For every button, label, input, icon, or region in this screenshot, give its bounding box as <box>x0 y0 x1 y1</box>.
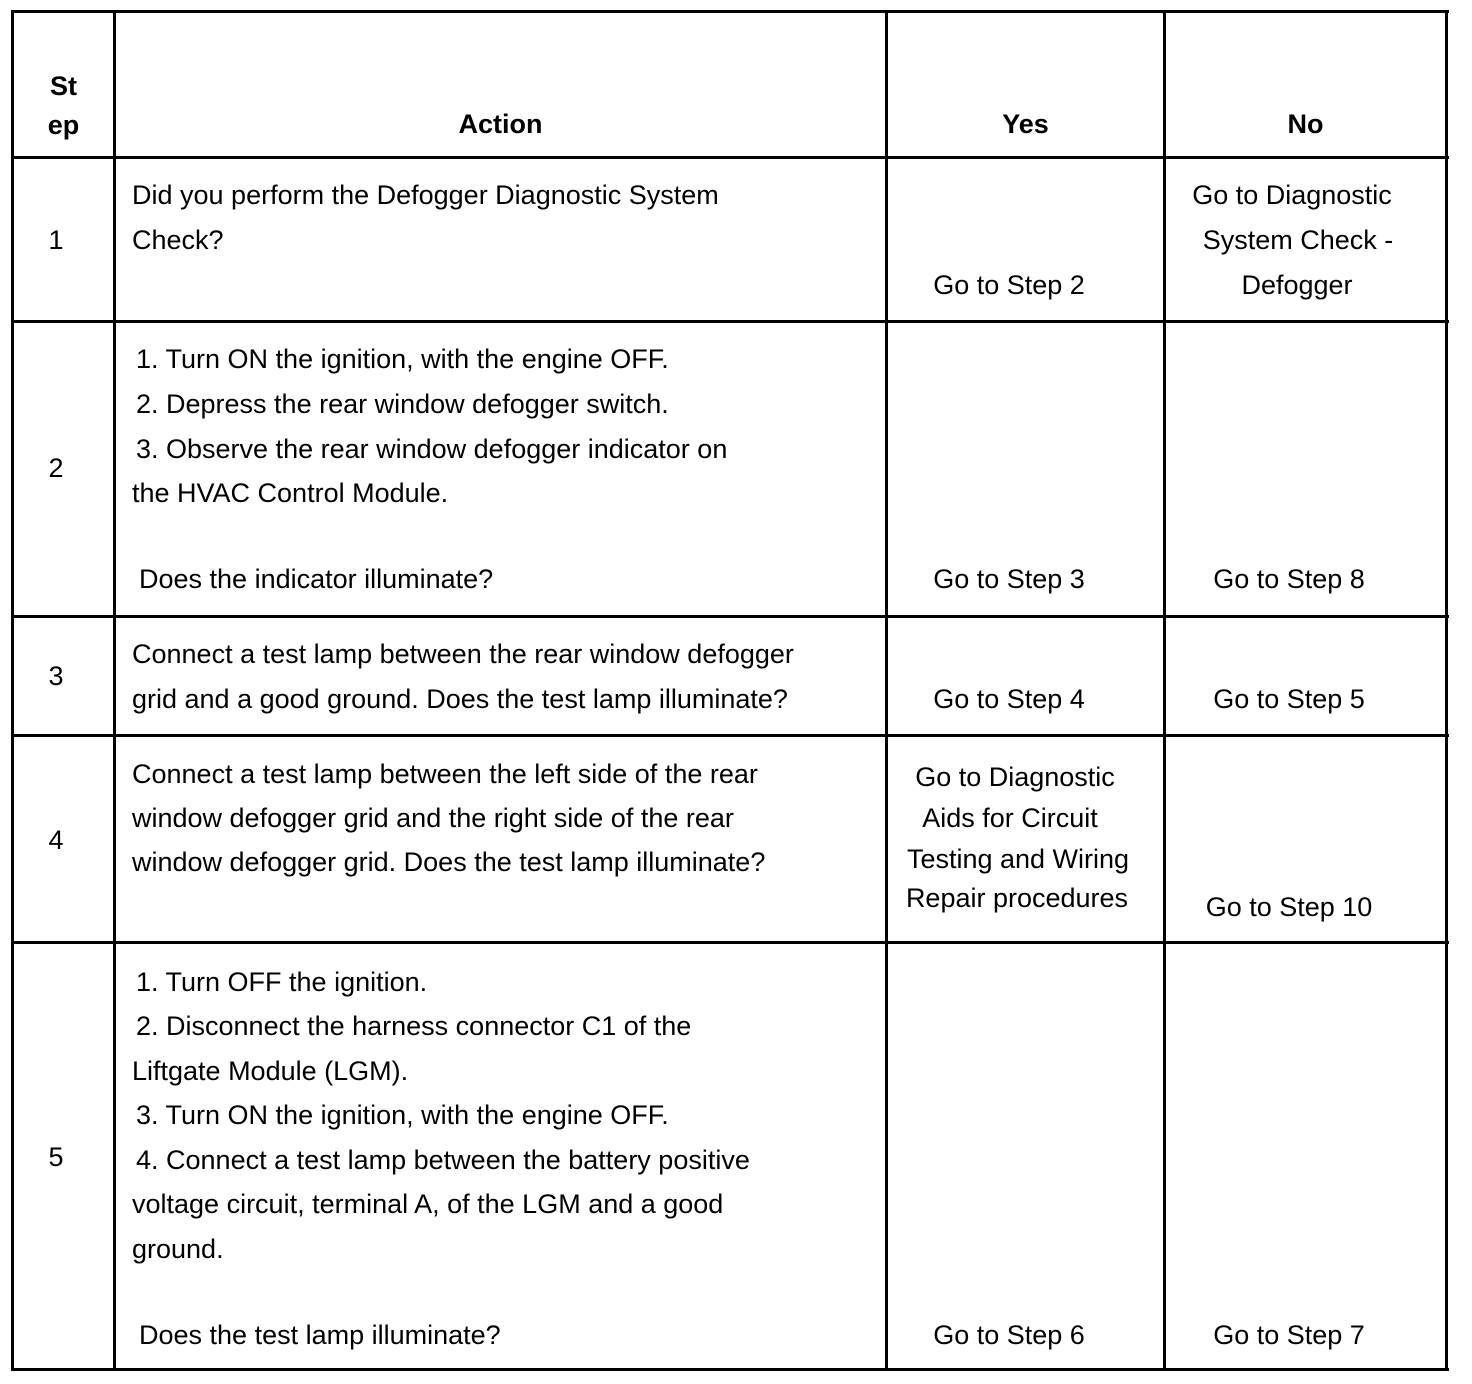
yes-result: Testing and Wiring <box>906 844 1130 874</box>
row-divider <box>11 156 1449 159</box>
action-text: voltage circuit, terminal A, of the LGM and a good <box>132 1189 724 1219</box>
table-border-right <box>1445 10 1448 1371</box>
action-text: window defogger grid. Does the test lamp illuminate? <box>132 847 766 877</box>
row-divider <box>11 320 1449 323</box>
column-divider <box>113 10 116 1371</box>
step-number: 3 <box>48 661 64 691</box>
step-number: 2 <box>48 453 64 483</box>
step-number: 4 <box>48 825 64 855</box>
yes-result: Go to Step 3 <box>933 564 1085 594</box>
action-text: Liftgate Module (LGM). <box>132 1056 409 1086</box>
action-text: 2. Disconnect the harness connector C1 of the <box>136 1011 692 1041</box>
header-step: ep <box>47 110 80 140</box>
action-text: 3. Observe the rear window defogger indicator on <box>136 434 728 464</box>
yes-result: Go to Step 2 <box>933 270 1085 300</box>
yes-result: Go to Diagnostic <box>915 762 1115 792</box>
no-result: Go to Diagnostic <box>1192 180 1392 210</box>
header-yes: Yes <box>1002 109 1049 139</box>
action-question: Does the indicator illuminate? <box>139 564 494 594</box>
action-text: grid and a good ground. Does the test lamp illuminate? <box>132 684 788 714</box>
action-text: 4. Connect a test lamp between the battery positive <box>136 1145 750 1175</box>
no-result: Go to Step 5 <box>1213 684 1365 714</box>
action-text: Check? <box>132 225 224 255</box>
table-border-top <box>11 10 1449 13</box>
action-text: Connect a test lamp between the rear window defogger <box>132 639 794 669</box>
row-divider <box>11 941 1449 944</box>
no-result: System Check - <box>1202 225 1394 255</box>
yes-result: Repair procedures <box>905 883 1129 913</box>
action-text: 1. Turn ON the ignition, with the engine OFF. <box>136 344 669 374</box>
step-number: 1 <box>48 225 64 255</box>
action-text: ground. <box>132 1234 224 1264</box>
yes-result: Aids for Circuit <box>922 803 1098 833</box>
action-text: Did you perform the Defogger Diagnostic System <box>132 180 719 210</box>
action-text: the HVAC Control Module. <box>132 478 449 508</box>
row-divider <box>11 615 1449 618</box>
no-result: Defogger <box>1241 270 1353 300</box>
header-action: Action <box>458 109 543 139</box>
action-text: 3. Turn ON the ignition, with the engine OFF. <box>136 1100 669 1130</box>
action-text: window defogger grid and the right side of the rear <box>132 803 734 833</box>
table-border-bottom <box>11 1368 1449 1371</box>
action-text: 1. Turn OFF the ignition. <box>136 967 428 997</box>
yes-result: Go to Step 6 <box>933 1320 1085 1350</box>
action-text: 2. Depress the rear window defogger switch. <box>136 389 669 419</box>
action-question: Does the test lamp illuminate? <box>139 1320 501 1350</box>
header-step: St <box>50 71 77 101</box>
no-result: Go to Step 7 <box>1213 1320 1365 1350</box>
yes-result: Go to Step 4 <box>933 684 1085 714</box>
row-divider <box>11 734 1449 737</box>
step-number: 5 <box>48 1142 64 1172</box>
header-no: No <box>1287 109 1324 139</box>
no-result: Go to Step 10 <box>1205 892 1373 922</box>
no-result: Go to Step 8 <box>1213 564 1365 594</box>
action-text: Connect a test lamp between the left side of the rear <box>132 759 758 789</box>
